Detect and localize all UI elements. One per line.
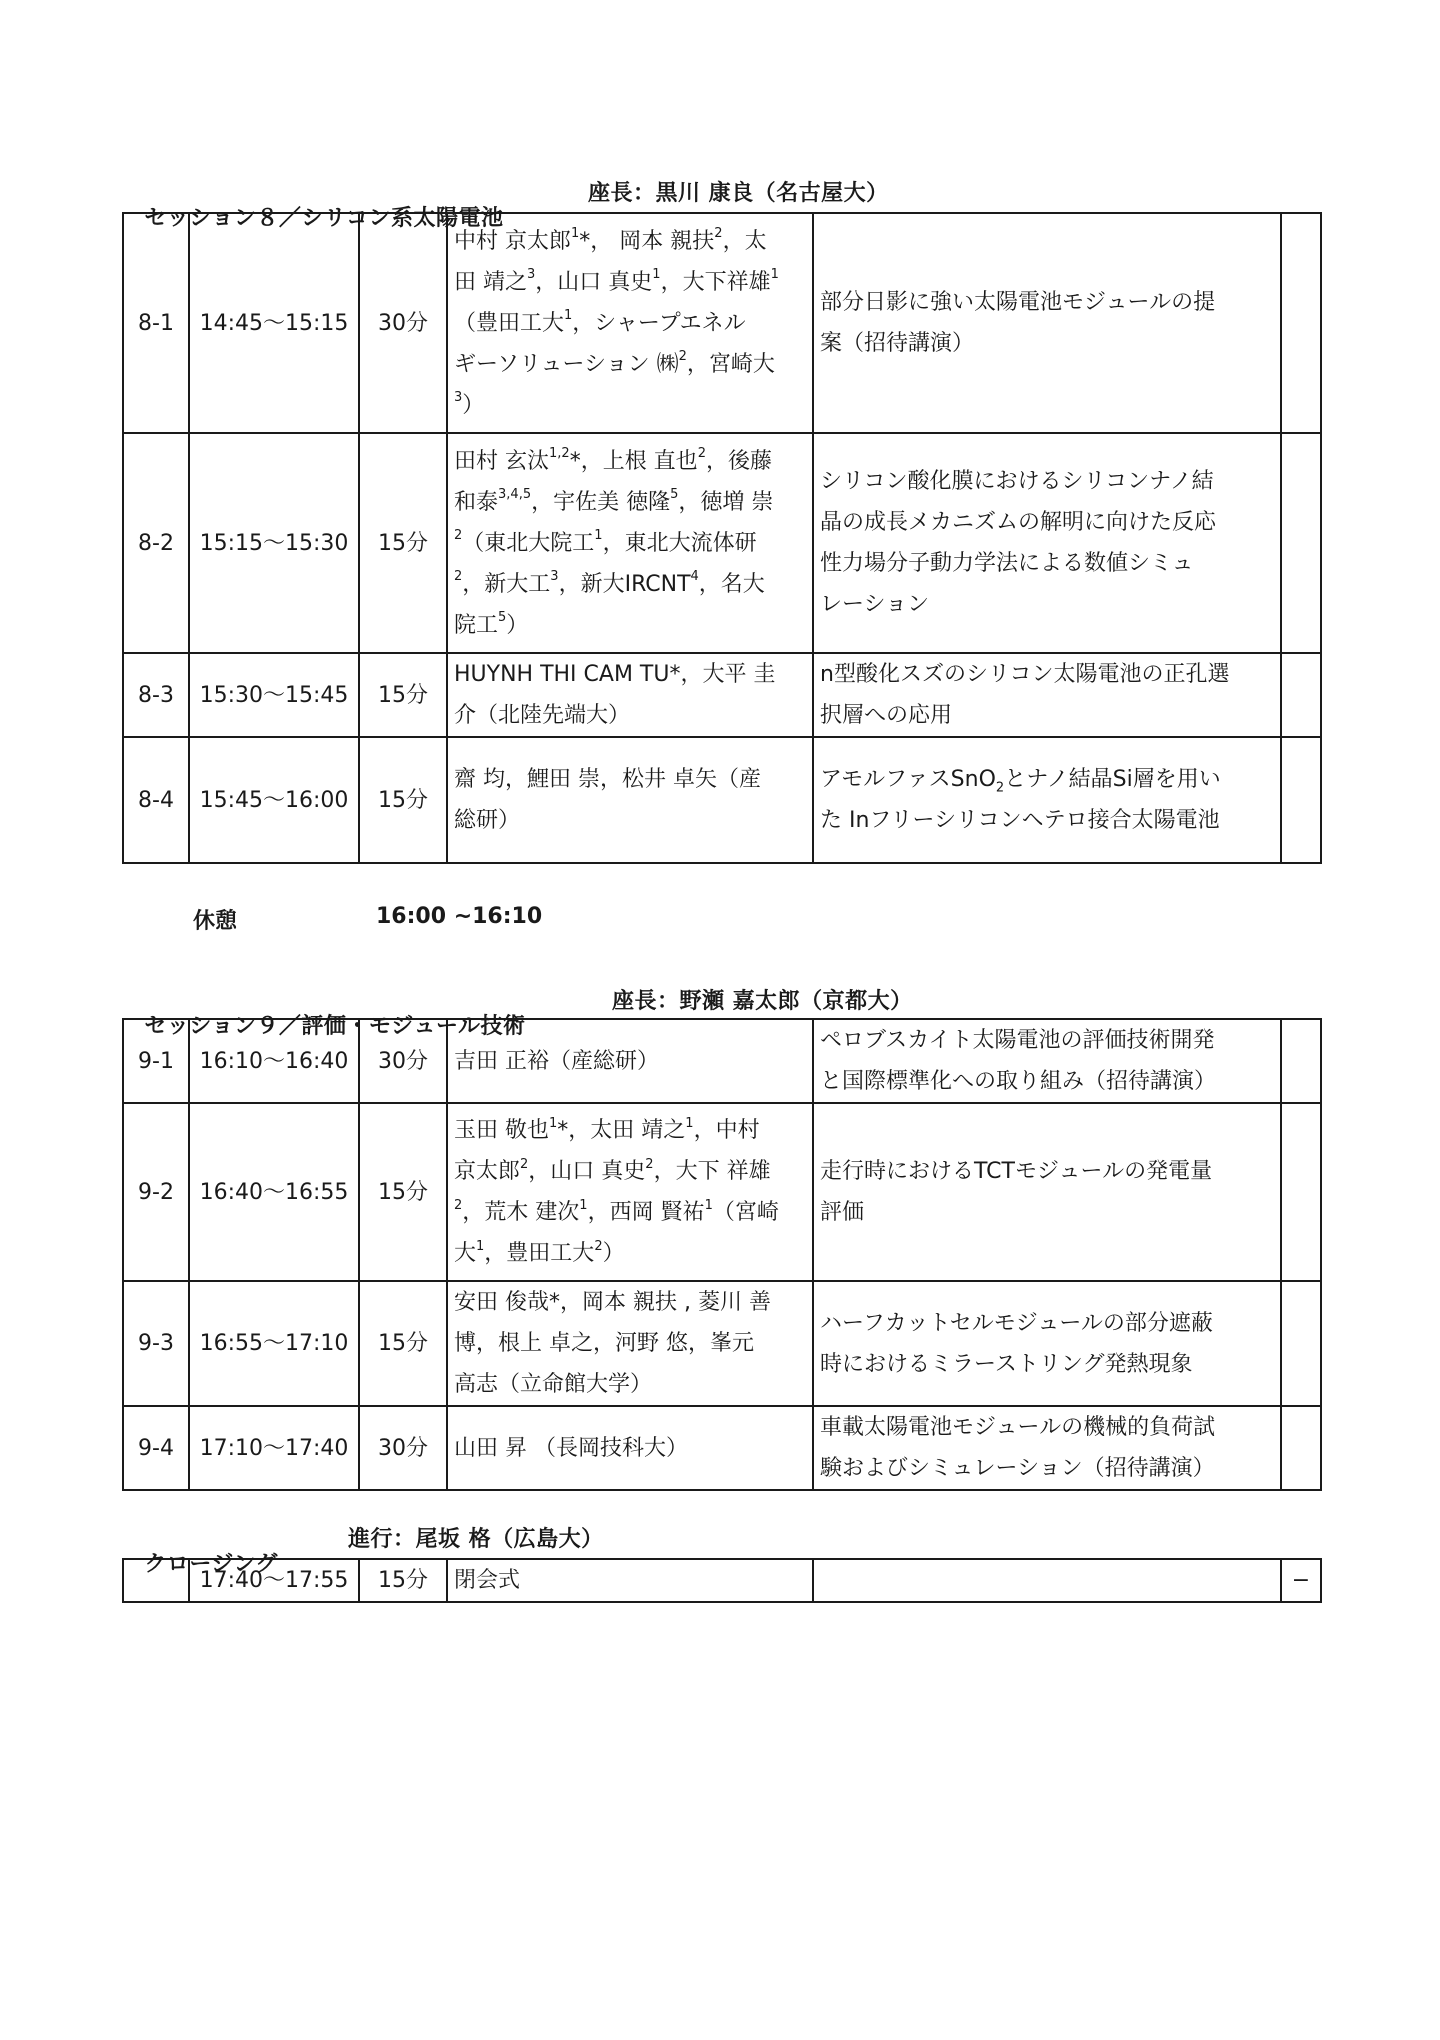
- talk-number: 8-1: [123, 213, 189, 433]
- talk-title: ペロブスカイト太陽電池の評価技術開発 と国際標準化への取り組み（招待講演）: [813, 1019, 1281, 1103]
- closing-table: [122, 1558, 1322, 1603]
- talk-mark: [1281, 1406, 1321, 1490]
- talk-time: 16:10〜16:40: [189, 1019, 359, 1103]
- session9-chair: 座長：野瀬 嘉太郎（京都大）: [612, 989, 913, 1014]
- talk-mark: [1281, 653, 1321, 737]
- talk-title: [813, 1559, 1281, 1602]
- talk-mark: [1281, 737, 1321, 863]
- talk-title: アモルファスSnO$_2$とナノ結晶Si層を用い た Inフリーシリコンヘテロ接合太陽電池: [813, 737, 1281, 863]
- session8-title: セッション８／シリコン系太陽電池: [144, 206, 504, 231]
- talk-title: 走行時におけるTCTモジュールの発電量 評価: [813, 1103, 1281, 1281]
- talk-authors: 中村 京太郎$^1$*， 岡本 親扶$^2$，太 田 靖之$^3$，山口 真史$^1$，大下祥雄$^1$ （豊田工大$^1$，シャープエネル ギーソリューション ㈱$^2$，宮崎大 $^3$）: [447, 213, 813, 433]
- talk-number: 9-2: [123, 1103, 189, 1281]
- talk-time: 17:40〜17:55: [189, 1559, 359, 1602]
- talk-authors: 山田 昇 （長岡技科大）: [447, 1406, 813, 1490]
- talk-time: 16:40〜16:55: [189, 1103, 359, 1281]
- talk-duration: 30分: [359, 1019, 447, 1103]
- talk-duration: 15分: [359, 653, 447, 737]
- talk-authors: 玉田 敬也$^1$*，太田 靖之$^1$，中村 京太郎$^2$，山口 真史$^2$，大下 祥雄 $^2$，荒木 建次$^1$，西岡 賢祐$^1$（宮崎 大$^1$，豊田工大$^2$）: [447, 1103, 813, 1281]
- talk-number: 8-2: [123, 433, 189, 653]
- talk-authors: 安田 俊哉*，岡本 親扶 , 菱川 善 博，根上 卓之，河野 悠，峯元 高志（立命館大学）: [447, 1281, 813, 1406]
- talk-mark: [1281, 1281, 1321, 1406]
- table-row: [123, 653, 1321, 737]
- talk-authors: HUYNH THI CAM TU*，大平 圭 介（北陸先端大）: [447, 653, 813, 737]
- talk-mark: [1281, 1103, 1321, 1281]
- talk-number: 9-3: [123, 1281, 189, 1406]
- talk-duration: 15分: [359, 1281, 447, 1406]
- talk-duration: 15分: [359, 737, 447, 863]
- talk-number: [123, 1559, 189, 1602]
- talk-number: 9-1: [123, 1019, 189, 1103]
- talk-duration: 30分: [359, 1406, 447, 1490]
- talk-time: 15:15〜15:30: [189, 433, 359, 653]
- talk-authors: 田村 玄汰$^{1,2}$*，上根 直也$^2$，後藤 和泰$^{3,4,5}$，宇佐美 徳隆$^5$，徳増 崇 $^2$（東北大院工$^1$，東北大流体研 $^2$，新大工$^3$，新大IRCNT$^4$，名大 院工$^5$）: [447, 433, 813, 653]
- talk-mark: [1281, 433, 1321, 653]
- talk-title: ハーフカットセルモジュールの部分遮蔽 時におけるミラーストリング発熱現象: [813, 1281, 1281, 1406]
- talk-duration: 15分: [359, 433, 447, 653]
- break-label: 休憩: [193, 909, 238, 934]
- session8-chair: 座長：黒川 康良（名古屋大）: [588, 181, 889, 206]
- talk-time: 15:45〜16:00: [189, 737, 359, 863]
- talk-title: シリコン酸化膜におけるシリコンナノ結 晶の成長メカニズムの解明に向けた反応 性力場分子動力学法による数値シミュ レーション: [813, 433, 1281, 653]
- table-row: [123, 1406, 1321, 1490]
- talk-title: 部分日影に強い太陽電池モジュールの提 案（招待講演）: [813, 213, 1281, 433]
- table-row: [123, 1281, 1321, 1406]
- closing-chair: 進行：尾坂 格（広島大）: [348, 1527, 604, 1552]
- session9-title: セッション９／評価・モジュール技術: [144, 1014, 526, 1039]
- talk-authors: 閉会式: [447, 1559, 813, 1602]
- talk-number: 8-3: [123, 653, 189, 737]
- talk-title: 車載太陽電池モジュールの機械的負荷試 験およびシミュレーション（招待講演）: [813, 1406, 1281, 1490]
- talk-time: 16:55〜17:10: [189, 1281, 359, 1406]
- talk-mark: [1281, 1019, 1321, 1103]
- table-row: [123, 1559, 1321, 1602]
- talk-duration: 15分: [359, 1103, 447, 1281]
- talk-mark: −: [1281, 1559, 1321, 1602]
- talk-duration: 15分: [359, 1559, 447, 1602]
- break-time: 16:00 ~16:10: [376, 904, 543, 929]
- talk-authors: 齋 均，鯉田 崇，松井 卓矢（産 総研）: [447, 737, 813, 863]
- talk-mark: [1281, 213, 1321, 433]
- session8-table: [122, 212, 1322, 864]
- talk-authors: 吉田 正裕（産総研）: [447, 1019, 813, 1103]
- table-row: [123, 1019, 1321, 1103]
- table-row: [123, 737, 1321, 863]
- talk-number: 9-4: [123, 1406, 189, 1490]
- talk-title: n型酸化スズのシリコン太陽電池の正孔選 択層への応用: [813, 653, 1281, 737]
- talk-time: 17:10〜17:40: [189, 1406, 359, 1490]
- talk-time: 14:45〜15:15: [189, 213, 359, 433]
- talk-duration: 30分: [359, 213, 447, 433]
- closing-title: クロージング: [144, 1552, 278, 1577]
- table-row: [123, 433, 1321, 653]
- talk-number: 8-4: [123, 737, 189, 863]
- talk-time: 15:30〜15:45: [189, 653, 359, 737]
- session9-table: [122, 1018, 1322, 1491]
- table-row: [123, 213, 1321, 433]
- table-row: [123, 1103, 1321, 1281]
